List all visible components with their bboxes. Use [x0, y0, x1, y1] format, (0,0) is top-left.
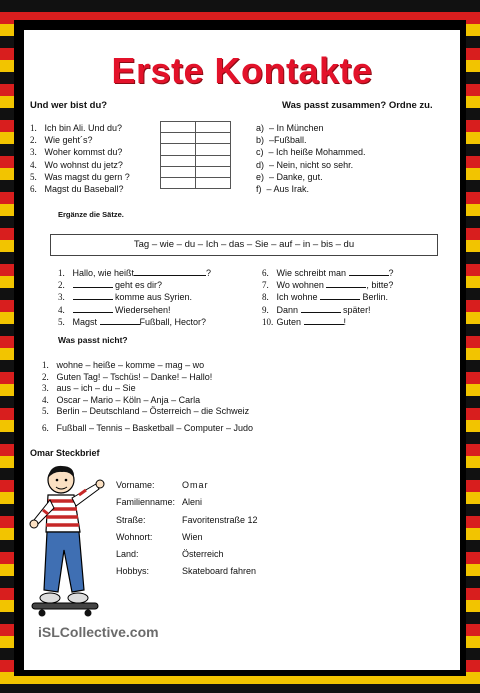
- blank-field[interactable]: [134, 267, 206, 276]
- odd-item: 1. wohne – heiße – komme – mag – wo: [42, 360, 205, 370]
- profile-label: Familienname:: [116, 497, 176, 508]
- blank-field[interactable]: [73, 304, 113, 313]
- right-heading: Was passt zusammen? Ordne zu.: [282, 100, 433, 111]
- matching-grid[interactable]: [160, 121, 231, 189]
- fill-item: 3. komme aus Syrien.: [58, 292, 193, 303]
- fill-right-list: [262, 267, 394, 328]
- profile-labels: [116, 477, 175, 581]
- islcollective-logo: iSLCollective.com: [38, 624, 159, 640]
- answer-item: c) – Ich heiße Mohammed.: [256, 147, 366, 158]
- answer-item: f) – Aus Irak.: [256, 184, 310, 195]
- word-box: Tag – wie – du – Ich – das – Sie – auf – in – bis – du: [50, 234, 438, 256]
- odd-item: 5. Berlin – Deutschland – Österreich – die Schweiz: [42, 406, 250, 417]
- profile-value: Österreich: [182, 549, 224, 560]
- blank-field[interactable]: [73, 291, 113, 300]
- blank-field[interactable]: [326, 279, 366, 288]
- fill-item: 7. Wo wohnen , bitte?: [262, 280, 394, 291]
- boy-skateboard-illustration: [26, 462, 108, 622]
- fill-item: 6. Wie schreibt man ?: [262, 268, 394, 278]
- profile-label: Vorname:: [116, 480, 155, 490]
- blank-field[interactable]: [349, 267, 389, 276]
- fill-item: 8. Ich wohne Berlin.: [262, 292, 389, 303]
- fill-heading: Ergänze die Sätze.: [58, 210, 124, 219]
- profile-value: Omar: [182, 480, 209, 490]
- blank-field[interactable]: [100, 316, 140, 325]
- blank-field[interactable]: [73, 279, 113, 288]
- page-title: Erste Kontakte: [111, 50, 373, 91]
- blank-field[interactable]: [301, 304, 341, 313]
- profile-label: Hobbys:: [116, 566, 150, 577]
- worksheet: [24, 30, 460, 670]
- question-item: 6. Magst du Baseball?: [30, 184, 124, 195]
- question-item: 3. Woher kommst du?: [30, 147, 123, 158]
- answer-item: e) – Danke, gut.: [256, 171, 323, 182]
- odd-item: 6. Fußball – Tennis – Basketball – Computer – Judo: [42, 422, 253, 433]
- left-heading: Und wer bist du?: [30, 100, 108, 111]
- question-item: 1. Ich bin Ali. Und du?: [30, 123, 123, 133]
- profile-value: Aleni: [182, 497, 203, 508]
- fill-item: 4. Wiedersehen!: [58, 304, 171, 315]
- blank-field[interactable]: [304, 316, 344, 325]
- profile-value: Wien: [182, 531, 203, 542]
- odd-list: [42, 360, 253, 435]
- odd-item: 2. Guten Tag! – Tschüs! – Danke! – Hallo!: [42, 371, 213, 382]
- question-list: [30, 122, 130, 195]
- fill-item: 5. Magst Fußball, Hector?: [58, 316, 207, 327]
- odd-heading: Was passt nicht?: [58, 335, 128, 345]
- odd-item: 4. Oscar – Mario – Köln – Anja – Carla: [42, 394, 201, 405]
- fill-left-list: [58, 267, 211, 328]
- fill-item: 9. Dann später!: [262, 304, 371, 315]
- profile-values: [182, 477, 258, 581]
- profile-heading: Omar Steckbrief: [30, 448, 100, 458]
- odd-item: 3. aus – ich – du – Sie: [42, 383, 136, 394]
- answer-item: d) – Nein, nicht so sehr.: [256, 159, 354, 170]
- answer-list: [256, 122, 366, 195]
- fill-item: 2. geht es dir?: [58, 280, 163, 291]
- profile-label: Straße:: [116, 514, 146, 525]
- profile-label: Wohnort:: [116, 531, 153, 542]
- question-item: 4. Wo wohnst du jetz?: [30, 159, 123, 170]
- fill-item: 10. Guten !: [262, 316, 347, 327]
- fill-item: 1. Hallo, wie heißt ?: [58, 268, 212, 278]
- question-item: 5. Was magst du gern ?: [30, 171, 130, 182]
- profile-label: Land:: [116, 549, 139, 560]
- question-item: 2. Wie geht´s?: [30, 135, 93, 146]
- answer-item: b) –Fußball.: [256, 135, 307, 146]
- blank-field[interactable]: [320, 291, 360, 300]
- profile-value: Favoritenstraße 12: [182, 514, 258, 525]
- profile-value: Skateboard fahren: [182, 566, 257, 577]
- answer-item: a) – In München: [256, 123, 324, 133]
